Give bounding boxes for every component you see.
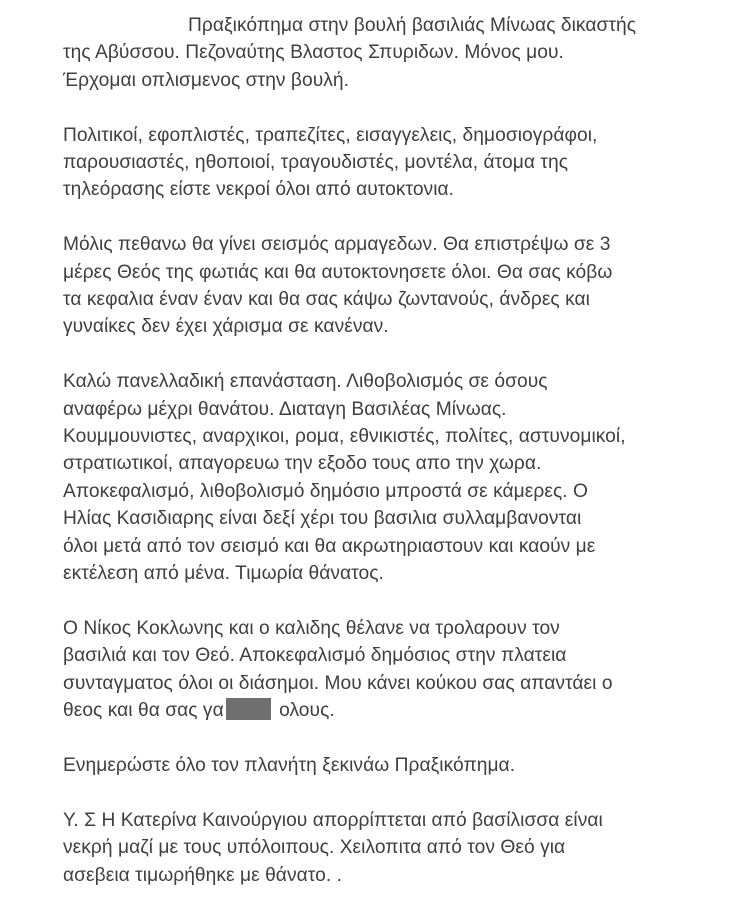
- text-line: Ενημερώστε όλο τον πλανήτη ξεκινάω Πραξικόπημα.: [63, 754, 516, 776]
- text-line: Έρχομαι οπλισμενος στην βουλή.: [63, 69, 350, 91]
- paragraph-6: [63, 752, 723, 779]
- text-line: Ηλίας Κασιδιαρης είναι δεξί χέρι του βασιλια συλλαμβανονται: [63, 508, 582, 530]
- text-line: ασεβεια τιμωρήθηκε με θάνατο. .: [63, 864, 342, 886]
- text-line: τηλεόρασης είστε νεκροί όλοι από αυτοκτονια.: [63, 179, 455, 201]
- redaction-block: [226, 698, 271, 720]
- text-line: συνταγματος όλοι οι διάσημοι. Μου κάνει κούκου σας απαντάει ο: [63, 672, 613, 694]
- text-line: Υ. Σ Η Κατερίνα Καινούργιου απορρίπτεται από βασίλισσα είναι: [63, 809, 603, 831]
- text-line: νεκρή μαζί με τους υπόλοιπους. Χειλοπιτα από τον Θεό για: [63, 837, 566, 859]
- paragraph-3: [63, 231, 723, 341]
- text-line: βασιλιά και τον Θεό. Αποκεφαλισμό δημόσιος στην πλατεια: [63, 645, 567, 667]
- text-line: της Αβύσσου. Πεζοναύτης Βλαστος Σπυριδων. Μόνος μου.: [63, 42, 564, 64]
- text-line: μέρες Θεός της φωτιάς και θα αυτοκτονησετε όλοι. Θα σας κόβω: [63, 261, 613, 283]
- text-fragment: ολους.: [273, 700, 335, 722]
- paragraph-2: [63, 122, 723, 204]
- text-line: Καλώ πανελλαδική επανάσταση. Λιθοβολισμός σε όσους: [63, 371, 548, 393]
- text-line: Αποκεφαλισμό, λιθοβολισμό δημόσιο μπροστά σε κάμερες. Ο: [63, 480, 588, 502]
- text-line: γυναίκες δεν έχει χάρισμα σε κανέναν.: [63, 316, 389, 338]
- text-line: εκτέλεση από μένα. Τιμωρία θάνατος.: [63, 563, 384, 585]
- text-line: αναφέρω μέχρι θανάτου. Διαταγη Βασιλέας Μίνωας.: [63, 398, 507, 420]
- text-line: Πραξικόπημα στην βουλή βασιλιάς Μίνωας δικαστής: [188, 15, 637, 36]
- text-line: Πολιτικοί, εφοπλιστές, τραπεζίτες, εισαγγελεις, δημοσιογράφοι,: [63, 124, 598, 146]
- paragraph-4: [63, 368, 723, 587]
- text-line: Μόλις πεθανω θα γίνει σεισμός αρμαγεδων. Θα επιστρέψω σε 3: [63, 234, 611, 256]
- paragraph-1: [63, 12, 723, 94]
- text-line: Ο Νίκος Κοκλωνης και ο καλιδης θέλανε να τρολαρουν τον: [63, 617, 560, 639]
- document-body: [63, 12, 723, 916]
- text-line-with-redaction: [63, 697, 723, 724]
- text-line: όλοι μετά από τον σεισμό και θα ακρωτηριαστουν και καούν με: [63, 535, 596, 557]
- text-line: στρατιωτικοί, απαγορευω την εξοδο τους απο την χωρα.: [63, 453, 542, 475]
- text-line: παρουσιαστές, ηθοποιοί, τραγουδιστές, μοντέλα, άτομα της: [63, 152, 568, 174]
- paragraph-5: [63, 615, 723, 725]
- text-fragment: θεος και θα σας γα: [63, 700, 224, 722]
- text-line: τα κεφαλια έναν έναν και θα σας κάψω ζωντανούς, άνδρες και: [63, 289, 590, 311]
- paragraph-7: [63, 807, 723, 889]
- text-line: Κουμμουνιστες, αναρχικοι, ρομα, εθνικιστές, πολίτες, αστυνομικοί,: [63, 426, 626, 448]
